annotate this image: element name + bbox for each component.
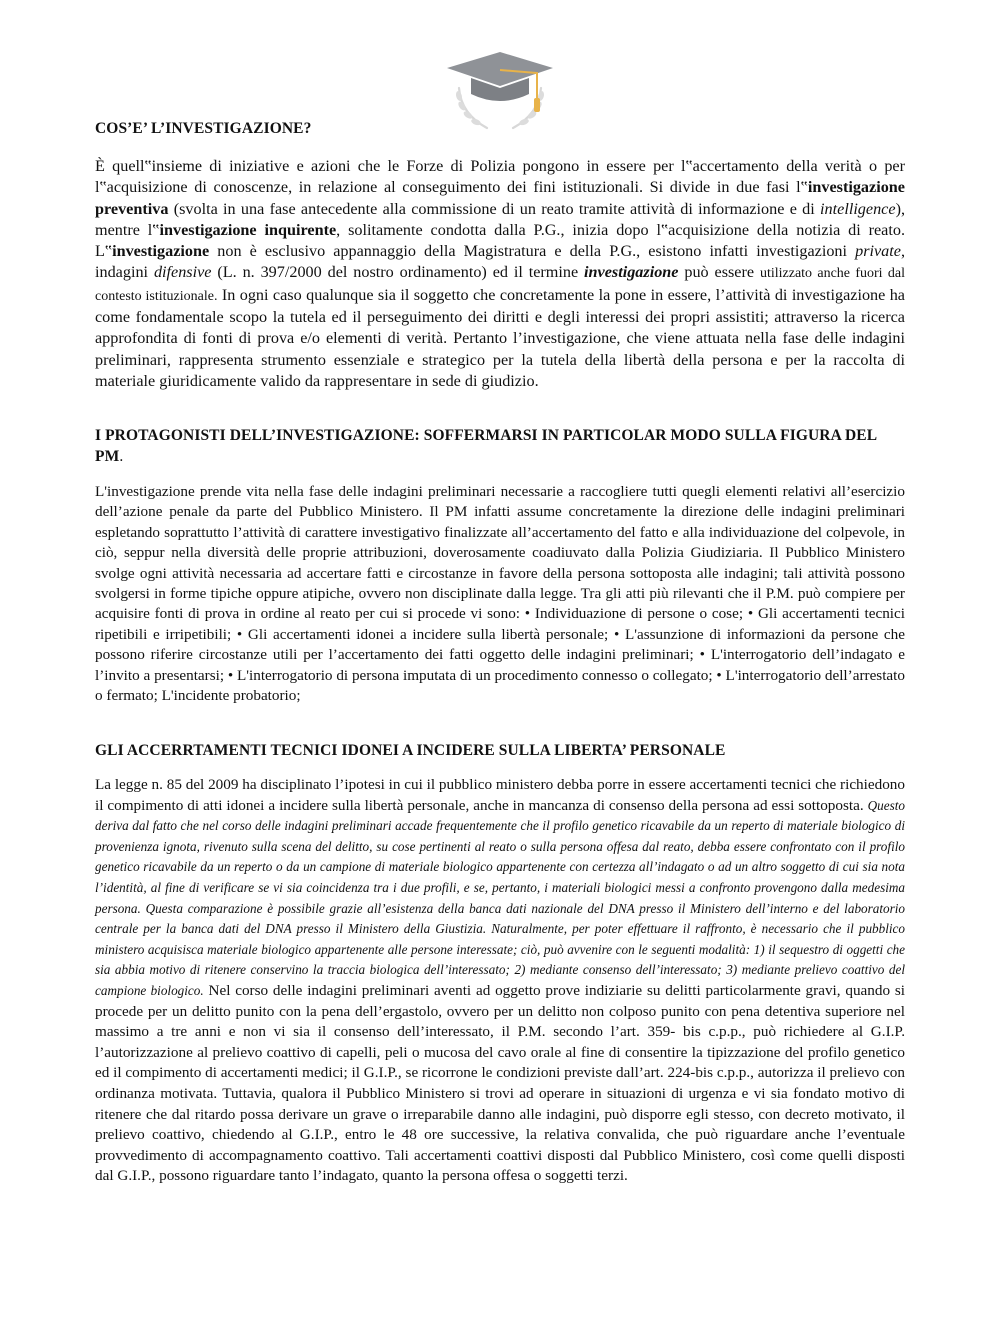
text-run: In ogni caso qualunque sia il soggetto che concretamente la pone in essere, l’attività di investigazione ha come fondamentale scopo la tutela ed il perseguimento dei diritti e degli interessi dei propri assistiti; attraverso la ricerca approfondita di fonti di prova e/o elementi di verità. Pertanto l’investigazione, che viene attuata nella fase delle indagini preliminari, rappresenta strumento essenziale e strategico per la tutela della libertà della persona e per la raccolta di materiale giuridicamente valido da rappresentare in sede di giudizio. — [95, 285, 905, 390]
text-run: (svolta in una fase antecedente alla commissione di un reato tramite attività di informazione e di — [168, 199, 821, 218]
section-heading-protagonisti — [95, 425, 905, 467]
text-run: , solitamente condotta dalla P.G., inizia dopo l‟acquisizione della notizia di reato. L‟ — [95, 220, 906, 261]
heading-text: I PROTAGONISTI DELL’INVESTIGAZIONE: SOFFERMARSI IN PARTICOLAR MODO SULLA FIGURA DEL PM — [95, 427, 877, 465]
section-heading-accertamenti: GLI ACCERRTAMENTI TECNICI IDONEI A INCIDERE SULLA LIBERTA’ PERSONALE — [95, 742, 726, 759]
bold-term: investigazione — [112, 242, 210, 261]
text-run: Nel corso delle indagini preliminari aventi ad oggetto prove indiziarie su delitti particolarmente gravi, quando si procede per un delitto punito con la pena dell’ergastolo, ovvero per un delitto non colposo punito con pena detentiva superiore nel massimo a tre anni e non vi sia il consenso dell’interessato, il P.M. secondo l’art. 359- bis c.p.p., può richiedere al G.I.P. l’autorizzazione al prelievo coattivo di capelli, peli o mucosa del cavo orale al fine di consentire la tipizzazione del profilo genetico ed il compimento di accertamenti medici; il G.I.P., se ricorrone le condizioni previste dall’art. 224-bis c.p.p., autorizza il prelievo con ordinanza motivata. Tuttavia, qualora il Pubblico Ministero si trovi ad operare in situazioni di urgenza e vi sia fondato motivo di ritenere che dal ritardo possa derivare un grave o irreparabile danno alle indagini, può disporre egli stesso, con decreto motivato, il prelievo coattivo, chiedendo al G.I.P., entro le 48 ore successive, la relativa convalida, che può riguardare anche l’eventuale provvedimento di accompagnamento coattivo. Tali accertamenti coattivi disposti dal Pubblico Ministero, così come quelli disposti dal G.I.P., possono riguardare tanto l’indagato, quanto la persona offesa o soggetti terzi. — [95, 981, 905, 1185]
section-heading-investigazione: COS’E’ L’INVESTIGAZIONE? — [95, 120, 312, 137]
text-run-small: utilizzato anche fuori dal contesto istituzionale. — [95, 266, 905, 304]
text-run: può essere — [678, 263, 760, 282]
italic-term: private — [855, 242, 901, 261]
paragraph-accertamenti — [95, 775, 905, 1187]
graduation-cap-logo-icon — [445, 48, 555, 134]
text-run: , indagini — [95, 242, 905, 282]
bold-term: investigazione inquirente — [159, 220, 337, 239]
bold-term: investigazione preventiva — [95, 178, 905, 218]
text-run: È quell‟insieme di iniziative e azioni che le Forze di Polizia pongono in essere per l‟accertamento della verità o per l‟acquisizione di conoscenze, in relazione al conseguimento dei fini istituzionali. Si divide in due fasi l‟ — [95, 157, 905, 197]
bold-italic-term: investigazione — [584, 263, 679, 282]
text-run: non è esclusivo appannaggio della Magistratura e della P.G., esistono infatti investigazioni — [209, 242, 856, 261]
heading-tail: . — [119, 448, 124, 465]
italic-term: intelligence — [820, 199, 896, 218]
text-run: ), mentre l‟ — [95, 199, 905, 239]
paragraph-protagonisti: L'investigazione prende vita nella fase delle indagini preliminari necessarie a raccogliere tutti quegli elementi relativi all’esercizio dell’azione penale da parte del Pubblico Ministero. Il PM infatti assume concretamente la direzione delle indagini preliminari espletando soprattutto l’attività di carattere investigativo finalizzate all’accertamento del fatto e alla individuazione del colpevole, in ciò, seppur nella diversità delle proprie attribuzioni, doverosamente coadiuvato dalla Polizia Giudiziaria. Il Pubblico Ministero svolge ogni attività necessaria ad accertare fatti e circostanze in favore della persona sottoposta alle indagini; tali attività possono svolgersi in forme tipiche oppure atipiche, ovvero non disciplinate dalla legge. Tra gli atti più rilevanti che il P.M. può compiere per acquisire fonti di prova in ordine al reato per cui si procede vi sono: • Individuazione di persone o cose; • Gli accertamenti tecnici ripetibili e irripetibili; • Gli accertamenti idonei a incidere sulla libertà personale; • L'assunzione di informazioni da persone che possono riferire circostanze utili per l’accertamento dei fatti oggetto delle indagini preliminari; • L'interrogatorio dell’indagato e l’invito a presentarsi; • L'interrogatorio di persona imputata di un procedimento connesso o collegato; • L'interrogatorio dell’arrestato o fermato; L'incidente probatorio; — [95, 483, 905, 705]
paragraph-investigazione — [95, 156, 905, 392]
italic-term: difensive — [153, 263, 212, 282]
text-run: La legge n. 85 del 2009 ha disciplinato l’ipotesi in cui il pubblico ministero debba porre in essere accertamenti tecnici che richiedono il compimento di atti idonei a incidere sulla libertà personale, anche in mancanza di consenso della persona ad essi sottoposta. — [95, 776, 905, 814]
text-run: (L. n. 397/2000 del nostro ordinamento) ed il termine — [211, 263, 585, 282]
italic-quote: Questo deriva dal fatto che nel corso delle indagini preliminari accade frequentemente che il profilo genetico ricavabile da un reperto di materiale biologico di provenienza ignota, rivenuto sulla scena del delitto, su cose pertinenti al reato o sulla persona offesa dal reato, debba essere confrontato con il profilo genetico ricavabile da un reperto o da un campione di materiale biologico appartenente con certezza all’indagato o ad un altro soggetto di cui sia nota l’identità, al fine di verificare se vi sia coincidenza tra i due profili, e se, pertanto, i materiali biologici messi a confronto provengono dalla medesima persona. Questa comparazione è possibile grazie all’esistenza della banca dati nazionale del DNA presso il Ministero dell’interno e del laboratorio centrale per la banca dati del DNA presso il Ministero della Giustizia. Naturalmente, per poter effettuare il raffronto, è necessario che il pubblico ministero acquisisca materiale biologico appartenente alle persone interessate; ciò, può avvenire con le seguenti modalità: 1) il sequestro di oggetti che sia abbia motivo di ritenere conservino la traccia biologica dell’interessato; 2) mediante consenso dell’interessato; 3) mediante prelievo coattivo del campione biologico. — [95, 797, 905, 998]
